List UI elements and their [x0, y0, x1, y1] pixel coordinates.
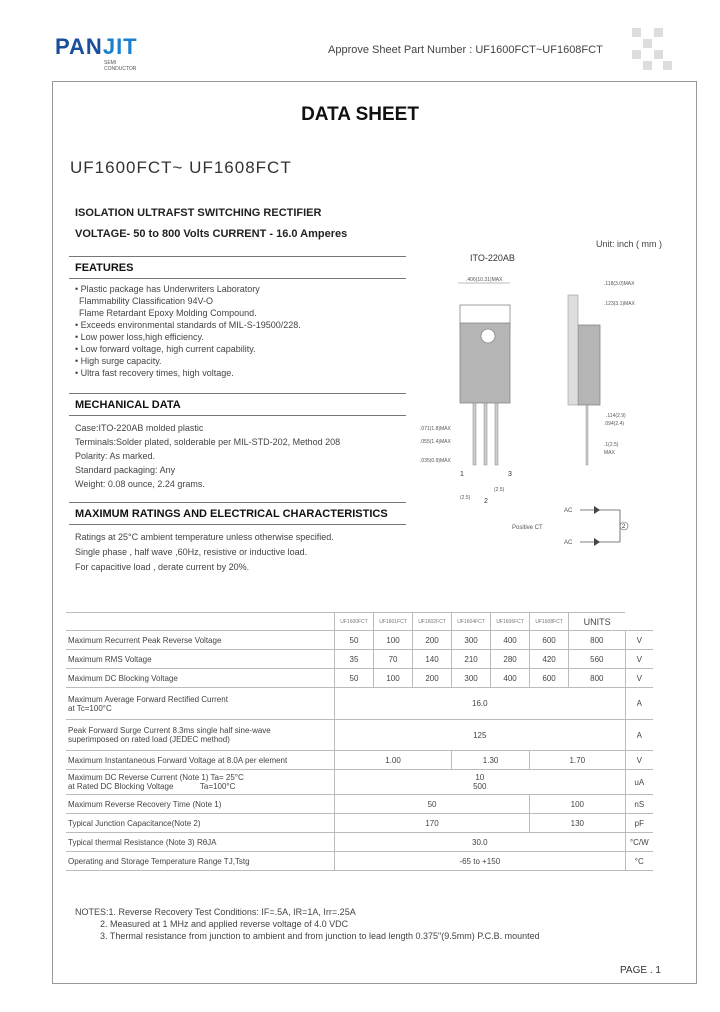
feature-item: • Ultra fast recovery times, high voltage. [75, 368, 234, 378]
dim-label: (2.5) [460, 495, 471, 501]
dim-label: .1(2.5) [604, 442, 619, 448]
dim-label: .118(3.0)MAX [604, 281, 635, 287]
table-cell: 280 [491, 650, 530, 669]
unit-cell: A [625, 688, 653, 720]
table-cell: 560 [569, 650, 626, 669]
feature-item: • Low forward voltage, high current capability. [75, 344, 256, 354]
mechanical-item: Polarity: As marked. [75, 451, 156, 461]
positive-ct-label: Positive CT [512, 525, 543, 531]
note-item: 2. Measured at 1 MHz and applied reverse voltage of 4.0 VDC [75, 919, 349, 929]
unit-cell: V [625, 751, 653, 770]
row-label-line: Typical thermal Resistance (Note 3) RθJA [68, 837, 217, 847]
feature-item: • Exceeds environmental standards of MIL-S-19500/228. [75, 320, 301, 330]
table-cell: 600 [530, 631, 569, 650]
logo-jit: JIT [102, 34, 138, 59]
ratings-intro-item: Single phase , half wave ,60Hz, resistive or inductive load. [75, 547, 308, 557]
feature-item: Flame Retardant Epoxy Molding Compound. [79, 308, 257, 318]
table-cell: 800 [569, 631, 626, 650]
features-bottom-rule [69, 278, 406, 279]
logo-pan: PAN [55, 34, 103, 59]
column-header: UF1600FCT [335, 613, 374, 631]
table-cell: 1.30 [452, 751, 530, 770]
table-row [66, 795, 653, 814]
mechanical-bottom-rule [69, 415, 406, 416]
table-cell: 125 [335, 720, 626, 751]
unit-cell: V [625, 669, 653, 688]
features-top-rule [69, 256, 406, 257]
pin-3-label: 3 [508, 471, 512, 478]
logo-sub-line2: CONDUCTOR [104, 66, 137, 72]
table-row [66, 770, 653, 795]
row-label [66, 631, 335, 650]
cell-value: 500 [473, 782, 487, 791]
mechanical-item: Weight: 0.08 ounce, 2.24 grams. [75, 479, 205, 489]
table-cell: 70 [374, 650, 413, 669]
page-title: DATA SHEET [301, 104, 419, 125]
features-list [75, 283, 301, 379]
lead-2 [484, 403, 487, 465]
table-cell: 800 [569, 669, 626, 688]
row-label-line: Maximum Recurrent Peak Reverse Voltage [68, 635, 222, 645]
features-heading: FEATURES [75, 262, 134, 274]
lead-1 [473, 403, 476, 465]
unit-cell: pF [625, 814, 653, 833]
table-cell: 170 [335, 814, 530, 833]
ratings-intro-item: For capacitive load , derate current by 20%. [75, 562, 250, 572]
table-cell: 1.70 [530, 751, 626, 770]
table-row [66, 751, 653, 770]
table-cell: 100 [374, 669, 413, 688]
table-cell [335, 770, 626, 795]
column-header: UF1601FCT [374, 613, 413, 631]
mechanical-item: Terminals:Solder plated, solderable per MIL-STD-202, Method 208 [75, 437, 341, 447]
mechanical-top-rule [69, 393, 406, 394]
unit-cell: V [625, 650, 653, 669]
table-cell: 200 [413, 669, 452, 688]
row-label [66, 650, 335, 669]
dim-label: .114(2.9) [606, 413, 626, 419]
feature-item: • Plastic package has Underwriters Laboratory [75, 284, 260, 294]
table-cell: 35 [335, 650, 374, 669]
table-cell: -65 to +150 [335, 852, 626, 871]
unit-cell: A [625, 720, 653, 751]
row-label-line: superimposed on rated load (JEDEC method) [68, 735, 230, 744]
row-label-line: at Rated DC Blocking Voltage Ta=100°C [68, 782, 236, 791]
mechanical-item: Standard packaging: Any [75, 465, 176, 475]
row-label [66, 688, 335, 720]
unit-cell: uA [625, 770, 653, 795]
circuit-diagram [500, 500, 640, 550]
column-header-units: UNITS [569, 613, 626, 631]
table-row [66, 852, 653, 871]
row-label [66, 852, 335, 871]
unit-cell: nS [625, 795, 653, 814]
company-logo [55, 34, 138, 60]
ratings-heading: MAXIMUM RATINGS AND ELECTRICAL CHARACTERISTICS [75, 508, 388, 520]
device-description: ISOLATION ULTRAFST SWITCHING RECTIFIER [75, 207, 322, 219]
column-header: UF1604FCT [452, 613, 491, 631]
circuit-pin-label: 2 [622, 524, 626, 530]
table-cell: 100 [374, 631, 413, 650]
mounting-hole-front [481, 329, 495, 343]
diode-icon [594, 538, 600, 546]
column-header: UF1602FCT [413, 613, 452, 631]
dim-label: .123(3.1)MAX [604, 301, 635, 307]
row-label [66, 720, 335, 751]
ratings-intro-item: Ratings at 25°C ambient temperature unless otherwise specified. [75, 532, 334, 542]
table-cell: 50 [335, 795, 530, 814]
table-cell: 300 [452, 669, 491, 688]
ratings-table [66, 612, 653, 871]
decorative-grid [632, 28, 672, 72]
unit-cell: °C [625, 852, 653, 871]
ratings-top-rule [69, 502, 406, 503]
note-item: NOTES:1. Reverse Recovery Test Conditions: IF=.5A, IR=1A, Irr=.25A [75, 907, 356, 917]
row-label [66, 669, 335, 688]
row-label-line: Maximum DC Blocking Voltage [68, 673, 178, 683]
row-label [66, 770, 335, 795]
dim-label: .406(10.31)MAX [466, 277, 503, 283]
row-label-line: at Tc=100°C [68, 703, 112, 713]
table-cell: 16.0 [335, 688, 626, 720]
package-drawing [418, 265, 658, 505]
table-cell: 1.00 [335, 751, 452, 770]
row-label-line: Peak Forward Surge Current 8.3ms single half sine-wave [68, 726, 271, 735]
part-number-title: UF1600FCT~ UF1608FCT [70, 158, 292, 177]
row-label-line: Maximum Instantaneous Forward Voltage at 8.0A per element [68, 755, 288, 765]
table-cell: 130 [530, 814, 626, 833]
table-cell: 210 [452, 650, 491, 669]
table-cell: 400 [491, 669, 530, 688]
row-label-line: Typical Junction Capacitance(Note 2) [68, 818, 201, 828]
table-cell: 140 [413, 650, 452, 669]
cell-value: 10 [475, 773, 485, 782]
table-row [66, 814, 653, 833]
logo-subtitle [104, 60, 136, 72]
unit-label: Unit: inch ( mm ) [596, 239, 663, 249]
note-item: 3. Thermal resistance from junction to ambient and from junction to lead length 0.375"(9.5mm) P.C.B. mounted [75, 931, 540, 941]
table-cell: 30.0 [335, 833, 626, 852]
table-cell: 300 [452, 631, 491, 650]
ac-label: AC [564, 508, 573, 514]
table-cell: 420 [530, 650, 569, 669]
table-row [66, 720, 653, 751]
mechanical-list [75, 421, 340, 491]
table-cell: 50 [335, 669, 374, 688]
approve-sheet-header: Approve Sheet Part Number : UF1600FCT~UF1608FCT [328, 44, 603, 56]
dim-label: .094(2.4) [604, 421, 625, 427]
row-label [66, 751, 335, 770]
dim-label: .035(0.9)MAX [420, 458, 451, 464]
voltage-current-rating: VOLTAGE- 50 to 800 Volts CURRENT - 16.0 Amperes [75, 228, 348, 240]
diode-icon [594, 506, 600, 514]
row-label [66, 795, 335, 814]
ratings-bottom-rule [69, 524, 406, 525]
lead-3 [495, 403, 498, 465]
table-header-row [66, 613, 653, 631]
dim-label: .071(1.8)MAX [420, 426, 451, 432]
logo-sub-line1: SEMI [104, 60, 117, 66]
table-cell: 400 [491, 631, 530, 650]
pin-1-label: 1 [460, 471, 464, 478]
table-cell: 200 [413, 631, 452, 650]
dim-label: MAX [604, 450, 615, 456]
table-row [66, 650, 653, 669]
table-cell: 50 [335, 631, 374, 650]
row-label-line: Maximum Reverse Recovery Time (Note 1) [68, 799, 222, 809]
table-row [66, 688, 653, 720]
row-label-line: Maximum RMS Voltage [68, 654, 152, 664]
row-label-line: Maximum Average Forward Rectified Current [68, 694, 228, 704]
column-header: UF1606FCT [491, 613, 530, 631]
feature-item: • High surge capacity. [75, 356, 162, 366]
table-row [66, 833, 653, 852]
ac-label: AC [564, 540, 573, 546]
notes [75, 906, 540, 942]
table-cell: 100 [530, 795, 626, 814]
pin-2-label: 2 [484, 498, 488, 505]
table-row [66, 631, 653, 650]
table-row [66, 669, 653, 688]
unit-cell: °C/W [625, 833, 653, 852]
dim-label: .055(1.4)MAX [420, 439, 451, 445]
unit-cell: V [625, 631, 653, 650]
column-header: UF1608FCT [530, 613, 569, 631]
dim-label: (2.5) [494, 487, 505, 493]
feature-item: • Low power loss,high efficiency. [75, 332, 204, 342]
row-label-line: Operating and Storage Temperature Range TJ,Tstg [68, 856, 250, 866]
feature-item: Flammability Classification 94V-O [79, 296, 214, 306]
row-label [66, 814, 335, 833]
page-number: PAGE . 1 [620, 965, 661, 976]
package-label: ITO-220AB [470, 253, 515, 263]
row-label [66, 833, 335, 852]
table-cell: 600 [530, 669, 569, 688]
side-view-body [578, 325, 600, 405]
side-view-lead [586, 405, 588, 465]
mechanical-item: Case:ITO-220AB molded plastic [75, 423, 204, 433]
side-view-tab [568, 295, 578, 405]
row-label-line: Maximum DC Reverse Current (Note 1) Ta= 25°C [68, 773, 244, 782]
ratings-intro-list [75, 530, 334, 575]
mechanical-heading: MECHANICAL DATA [75, 399, 181, 411]
